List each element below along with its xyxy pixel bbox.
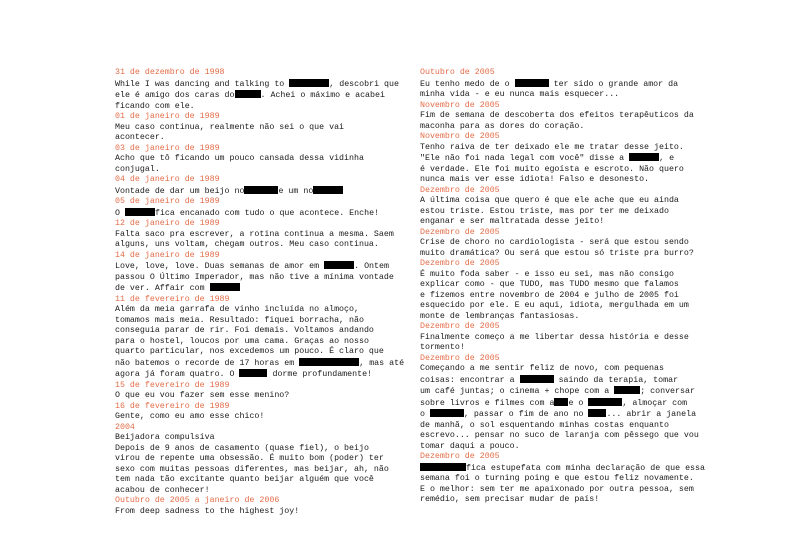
diary-entry — [115, 381, 405, 402]
entry-text — [420, 111, 710, 132]
entry-text — [115, 154, 405, 175]
entry-text — [420, 196, 710, 228]
text-fragment: É muito foda saber - e isso eu sei, mas não consigo explicar como - que TUDO, mas TUDO mesmo que falamos e fizemos entre novembro de 2004 e julho de 2005 foi esquecido por ele. E eu aqui, idiota, mergulhada em um monte de lembranças fantasiosas. — [420, 269, 689, 321]
entry-date: Outubro de 2005 — [420, 68, 495, 77]
entry-text — [420, 238, 710, 259]
entry-text — [420, 364, 710, 452]
redaction-bar — [520, 375, 554, 383]
text-fragment: O que eu vou fazer sem esse menino? — [115, 391, 290, 400]
diary-entry — [115, 295, 405, 381]
diary-entry — [115, 68, 405, 112]
entry-text — [115, 79, 405, 113]
text-fragment: Além da meia garrafa de vinho incluída no almoço, tomamos mais meia. Resultado: fiquei borracha, não conseguia parar de rir. Foi demais. Voltamos andando para o hostel, loucos por uma cama. Graças ao nosso quarto particular, nos excedemos um pouco. É claro que não batemos o recorde de 17 horas em — [115, 305, 384, 368]
entry-date: Dezembro de 2005 — [420, 185, 500, 195]
entry-date: 16 de fevereiro de 1989 — [115, 401, 230, 411]
entry-text — [420, 333, 710, 354]
diary-entry — [115, 112, 405, 144]
text-fragment: fica estupefata com minha declaração de que essa semana foi o turning poing e que estou feliz novamente. E o melhor: sem ter me apaixonado por outra pessoa, sem remédio, sem precisar mudar de país! — [420, 463, 705, 504]
entry-text — [115, 391, 405, 402]
entry-text — [115, 186, 405, 198]
text-fragment: A última coisa que quero é que ele ache que eu ainda estou triste. Estou triste, mas por ter me deixado enganar e ser maltratada desse jeito! — [420, 196, 679, 226]
entry-text — [115, 433, 405, 496]
diary-entry — [420, 452, 710, 506]
text-fragment: , almoçar com o — [420, 398, 688, 419]
entry-date: 11 de fevereiro de 1989 — [115, 294, 230, 304]
diary-entry — [115, 219, 405, 251]
text-fragment: O — [115, 208, 125, 218]
entry-text — [115, 412, 405, 423]
text-fragment: Meu caso continua, realmente não sei o que vai acontecer. — [115, 122, 345, 142]
entry-date: Outubro de 2005 a janeiro de 2006 — [115, 496, 280, 505]
text-fragment: , mas até agora já foram quatro. O — [115, 358, 405, 379]
entry-date: Dezembro de 2005 — [420, 322, 500, 331]
right-column — [420, 68, 710, 506]
diary-entry — [420, 322, 710, 354]
text-fragment: Vontade de dar um beijo no — [115, 186, 245, 196]
diary-entry — [115, 402, 405, 423]
text-fragment: ... abrir a janela de manhã, o sol esquentando minhas costas enquanto escrevo... pensar no suco de laranja com pêssego que vou tomar daqui a pouco. — [420, 410, 699, 451]
entry-date: Dezembro de 2005 — [420, 452, 500, 461]
redaction-bar — [588, 409, 606, 417]
entry-date: 03 de janeiro de 1989 — [115, 143, 220, 153]
entry-text — [115, 507, 405, 518]
diary-entry — [420, 354, 710, 453]
entry-date: 01 de janeiro de 1989 — [115, 112, 220, 121]
redaction-bar — [235, 90, 261, 98]
redaction-bar — [515, 79, 549, 87]
text-fragment: dorme profundamente! — [267, 370, 373, 379]
diary-entry — [420, 259, 710, 322]
diary-entry — [420, 101, 710, 133]
text-fragment: Eu tenho medo de o — [420, 79, 515, 89]
text-fragment: saindo da terapia, tomar um café juntas; o cinema + chope com a — [420, 375, 679, 396]
text-fragment: Gente, como eu amo esse chico! — [115, 412, 265, 421]
text-fragment: fica encanado com tudo o que acontece. Enche! — [154, 208, 380, 218]
entry-date: Dezembro de 2005 — [420, 353, 500, 363]
text-fragment: , passar o fim de ano no — [463, 410, 589, 419]
entry-date: 31 de dezembro de 1998 — [115, 68, 225, 77]
left-column — [115, 68, 405, 517]
text-fragment: Beijadora compulsiva Depois de 9 anos de casamento (quase fiel), o beijo virou de repente uma obsessão. É muito bom (poder) ter sexo com muitas pessoas diferentes, mas beijar, ah, não tem nada tão excitante quanto beijar alguém que você acabou de conhecer! — [115, 433, 389, 495]
redaction-bar — [289, 79, 329, 87]
entry-text — [115, 208, 405, 220]
redaction-bar — [244, 186, 278, 194]
text-fragment: , descobri que ele é amigo dos caras do — [115, 79, 399, 100]
diary-entry — [420, 68, 710, 101]
text-fragment: e o — [568, 398, 589, 408]
diary-entry — [420, 186, 710, 228]
entry-text — [115, 230, 405, 251]
redaction-bar — [588, 398, 622, 406]
entry-text — [420, 143, 710, 186]
text-fragment: Falta saco pra escrever, a rotina continua a mesma. Saem alguns, uns voltam, chegam outros. Meu caso continua. — [115, 229, 394, 249]
text-fragment: From deep sadness to the highest joy! — [115, 506, 300, 516]
text-fragment: Tenho raiva de ter deixado ele me tratar desse jeito. "Ele não foi nada legal com você" disse a — [420, 142, 684, 163]
diary-entry — [115, 197, 405, 219]
diary-entry — [420, 228, 710, 260]
entry-text — [420, 270, 710, 323]
text-fragment: Finalmente começo a me libertar dessa história e desse tormento! — [420, 332, 689, 352]
text-fragment: Love, love, love. Duas semanas de amor em — [115, 262, 325, 271]
text-fragment: While I was dancing and talking to — [115, 79, 290, 89]
text-fragment: ter sido o grande amor da minha vida - e eu nunca mais esquecer... — [420, 79, 679, 99]
entry-date: 2004 — [115, 422, 135, 432]
entry-date: 15 de fevereiro de 1989 — [115, 380, 230, 390]
entry-date: Dezembro de 2005 — [420, 227, 500, 237]
redaction-bar — [629, 153, 659, 161]
text-fragment: e um no — [278, 186, 314, 196]
diary-entry — [420, 132, 710, 186]
redaction-bar — [614, 386, 640, 394]
diary-entry — [115, 423, 405, 497]
redaction-bar — [125, 208, 155, 216]
redaction-bar — [210, 283, 240, 291]
redaction-bar — [430, 409, 464, 417]
entry-date: 05 de janeiro de 1989 — [115, 197, 220, 206]
diary-entry — [115, 144, 405, 176]
entry-text — [115, 305, 405, 381]
text-fragment: Começando a me sentir feliz de novo, com pequenas coisas: encontrar a — [420, 364, 664, 385]
text-fragment: Fim de semana de descoberta dos efeitos terapêuticos da maconha para as dores do coração. — [420, 111, 694, 131]
text-fragment: . Ontem passou O Último Imperador, mas não tive a mínima vontade de ver. Affair com — [115, 262, 394, 293]
entry-date: 04 de janeiro de 1989 — [115, 175, 220, 184]
text-fragment: . Achei o máximo e acabei ficando com ele. — [115, 91, 385, 111]
redaction-bar — [313, 186, 343, 194]
diary-entry — [115, 175, 405, 197]
diary-entry — [115, 251, 405, 295]
entry-text — [115, 123, 405, 144]
entry-text — [420, 463, 710, 506]
entry-text — [420, 79, 710, 101]
redaction-bar — [554, 398, 568, 406]
entry-date: 12 de janeiro de 1989 — [115, 219, 220, 228]
text-fragment: Acho que tô ficando um pouco cansada dessa vidinha conjugal. — [115, 154, 364, 174]
entry-text — [115, 261, 405, 295]
entry-date: Novembro de 2005 — [420, 132, 500, 141]
text-fragment: , e é verdade. Ele foi muito egoísta e escroto. Não quero nunca mais ver esse idiota! Falso e desonesto. — [420, 154, 684, 184]
entry-date: Dezembro de 2005 — [420, 259, 500, 268]
text-fragment: ; conversar sobre livros e filmes com a — [420, 387, 695, 408]
diary-entry — [115, 496, 405, 517]
entry-date: Novembro de 2005 — [420, 100, 500, 110]
redaction-bar — [239, 369, 267, 377]
redaction-bar — [324, 261, 354, 269]
redaction-bar — [299, 358, 359, 366]
redaction-bar — [420, 463, 466, 471]
entry-date: 14 de janeiro de 1989 — [115, 250, 220, 260]
text-fragment: Crise de choro no cardiologista - será que estou sendo muito dramática? Ou será que estou só triste pra burro? — [420, 238, 694, 258]
